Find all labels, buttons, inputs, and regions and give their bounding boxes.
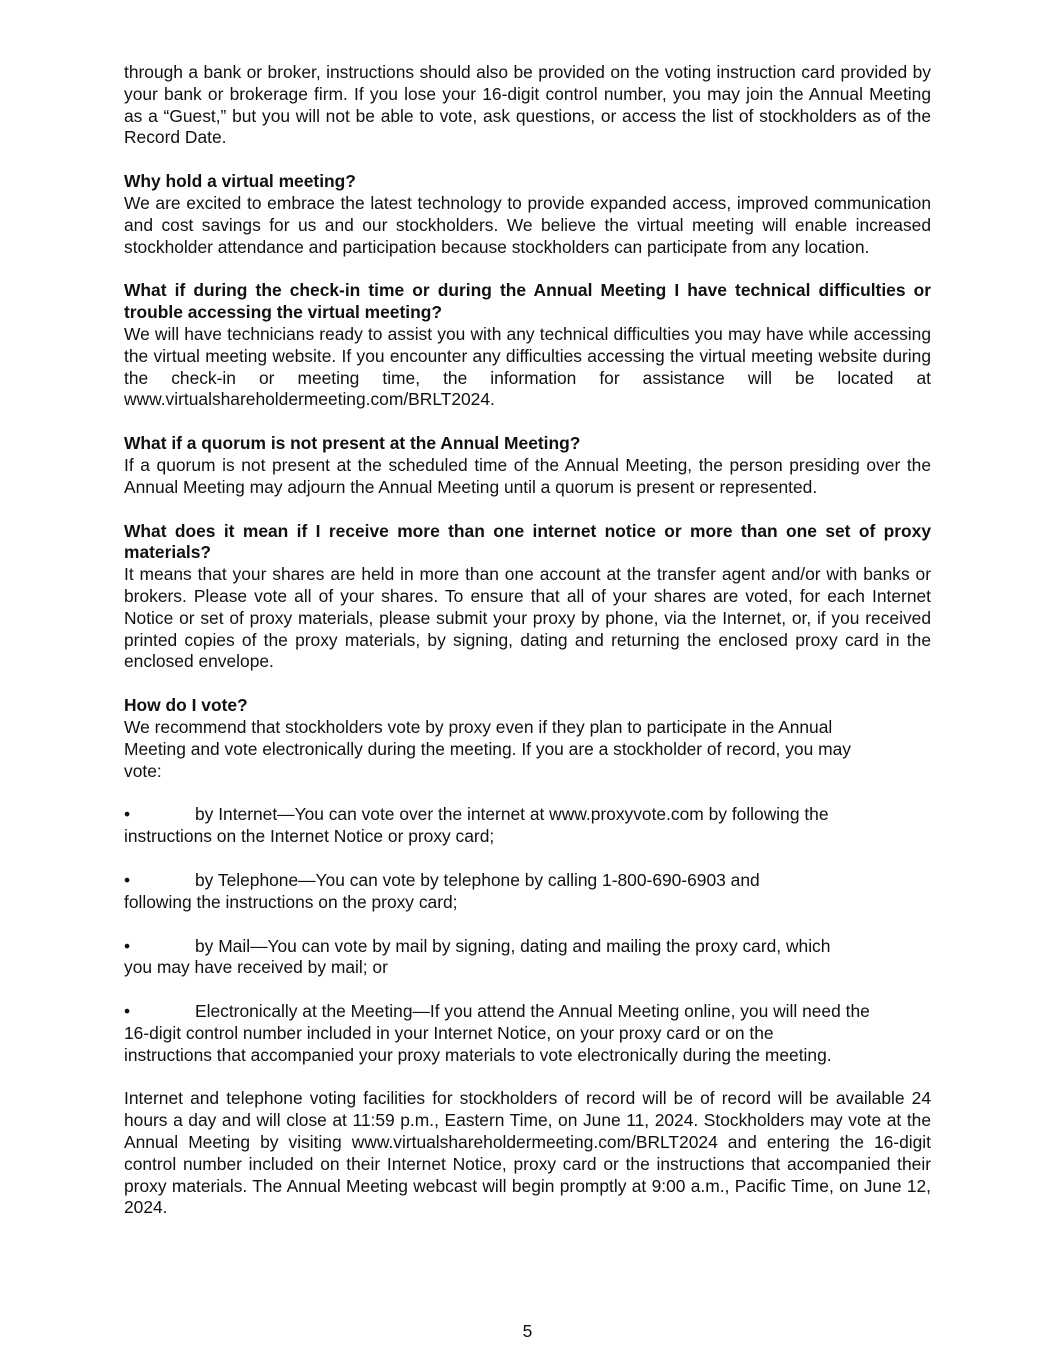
faq-answer: We are excited to embrace the latest technology to provide expanded access, improved communication and cost savings for us and our stockholders. We believe the virtual meeting will enable increased stockholder attendance and participation because stockholders can participate from any location. <box>124 192 931 257</box>
closing-paragraph: Internet and telephone voting facilities for stockholders of record will be of record will be available 24 hours a day and will close at 11:59 p.m., Eastern Time, on June 11, 2024. Stockholders may vote at the Annual Meeting by visiting www.virtualshareholdermeeting.com/BRLT2024 and entering the 16-digit control number included on their Internet Notice, proxy card or the instructions that accompanied their proxy materials. The Annual Meeting webcast will begin promptly at 9:00 a.m., Pacific Time, on June 12, 2024. <box>124 1088 931 1218</box>
bullet-icon: • <box>124 804 131 825</box>
faq-technical-difficulties <box>124 280 931 411</box>
bullet-icon: • <box>124 935 131 956</box>
faq-heading: How do I vote? <box>124 695 248 716</box>
faq-quorum <box>124 433 931 498</box>
bullet-icon: • <box>124 869 131 890</box>
voting-method-internet <box>124 804 931 848</box>
faq-heading: What does it mean if I receive more than one internet notice or more than one set of proxy materials? <box>124 520 931 563</box>
voting-method-telephone <box>124 870 931 914</box>
faq-multiple-notices <box>124 521 931 674</box>
faq-heading: Why hold a virtual meeting? <box>124 171 356 192</box>
document-page <box>124 62 931 1219</box>
voting-method-text: instructions on the Internet Notice or proxy card; <box>124 826 495 847</box>
voting-method-text: 16-digit control number included in your Internet Notice, on your proxy card or on the <box>124 1022 774 1043</box>
faq-answer-line: Meeting and vote electronically during the meeting. If you are a stockholder of record, you may <box>124 738 851 759</box>
voting-method-text: instructions that accompanied your proxy materials to vote electronically during the meeting. <box>124 1044 832 1065</box>
voting-method-text: you may have received by mail; or <box>124 957 388 978</box>
faq-how-to-vote <box>124 695 931 782</box>
voting-method-text: by Telephone—You can vote by telephone by calling 1-800-690-6903 and <box>195 869 760 890</box>
faq-heading: What if during the check-in time or during the Annual Meeting I have technical difficulties or trouble accessing the virtual meeting? <box>124 280 931 323</box>
faq-answer: It means that your shares are held in more than one account at the transfer agent and/or with banks or brokers. Please vote all of your shares. To ensure that all of your shares are voted, for each Internet Notice or set of proxy materials, please submit your proxy by phone, via the Internet, or, if you received printed copies of the proxy materials, by signing, dating and returning the enclosed proxy card in the enclosed envelope. <box>124 564 931 672</box>
voting-method-text: following the instructions on the proxy card; <box>124 891 458 912</box>
voting-method-text: by Mail—You can vote by mail by signing, dating and mailing the proxy card, which <box>195 935 831 956</box>
intro-paragraph: through a bank or broker, instructions should also be provided on the voting instruction card provided by your bank or brokerage firm. If you lose your 16-digit control number, you may join the Annual Meeting as a “Guest,” but you will not be able to vote, ask questions, or access the list of stockholders as of the Record Date. <box>124 62 931 148</box>
voting-method-text: by Internet—You can vote over the internet at www.proxyvote.com by following the <box>195 804 829 825</box>
voting-method-mail <box>124 936 931 980</box>
faq-answer: If a quorum is not present at the scheduled time of the Annual Meeting, the person presiding over the Annual Meeting may adjourn the Annual Meeting until a quorum is present or represented. <box>124 454 931 497</box>
faq-why-virtual <box>124 171 931 258</box>
faq-answer-line: We recommend that stockholders vote by proxy even if they plan to participate in the Annual <box>124 716 833 737</box>
voting-method-electronic <box>124 1001 931 1066</box>
bullet-icon: • <box>124 1001 131 1022</box>
page-number: 5 <box>522 1321 533 1341</box>
faq-answer: We will have technicians ready to assist you with any technical difficulties you may have while accessing the virtual meeting website. If you encounter any difficulties accessing the virtual meeting website during the check-in or meeting time, the information for assistance will be located at www.virtualshareholdermeeting.com/BRLT2024. <box>124 323 931 410</box>
faq-answer-line: vote: <box>124 760 162 781</box>
voting-method-text: Electronically at the Meeting—If you attend the Annual Meeting online, you will need the <box>195 1001 870 1022</box>
faq-heading: What if a quorum is not present at the Annual Meeting? <box>124 433 581 454</box>
